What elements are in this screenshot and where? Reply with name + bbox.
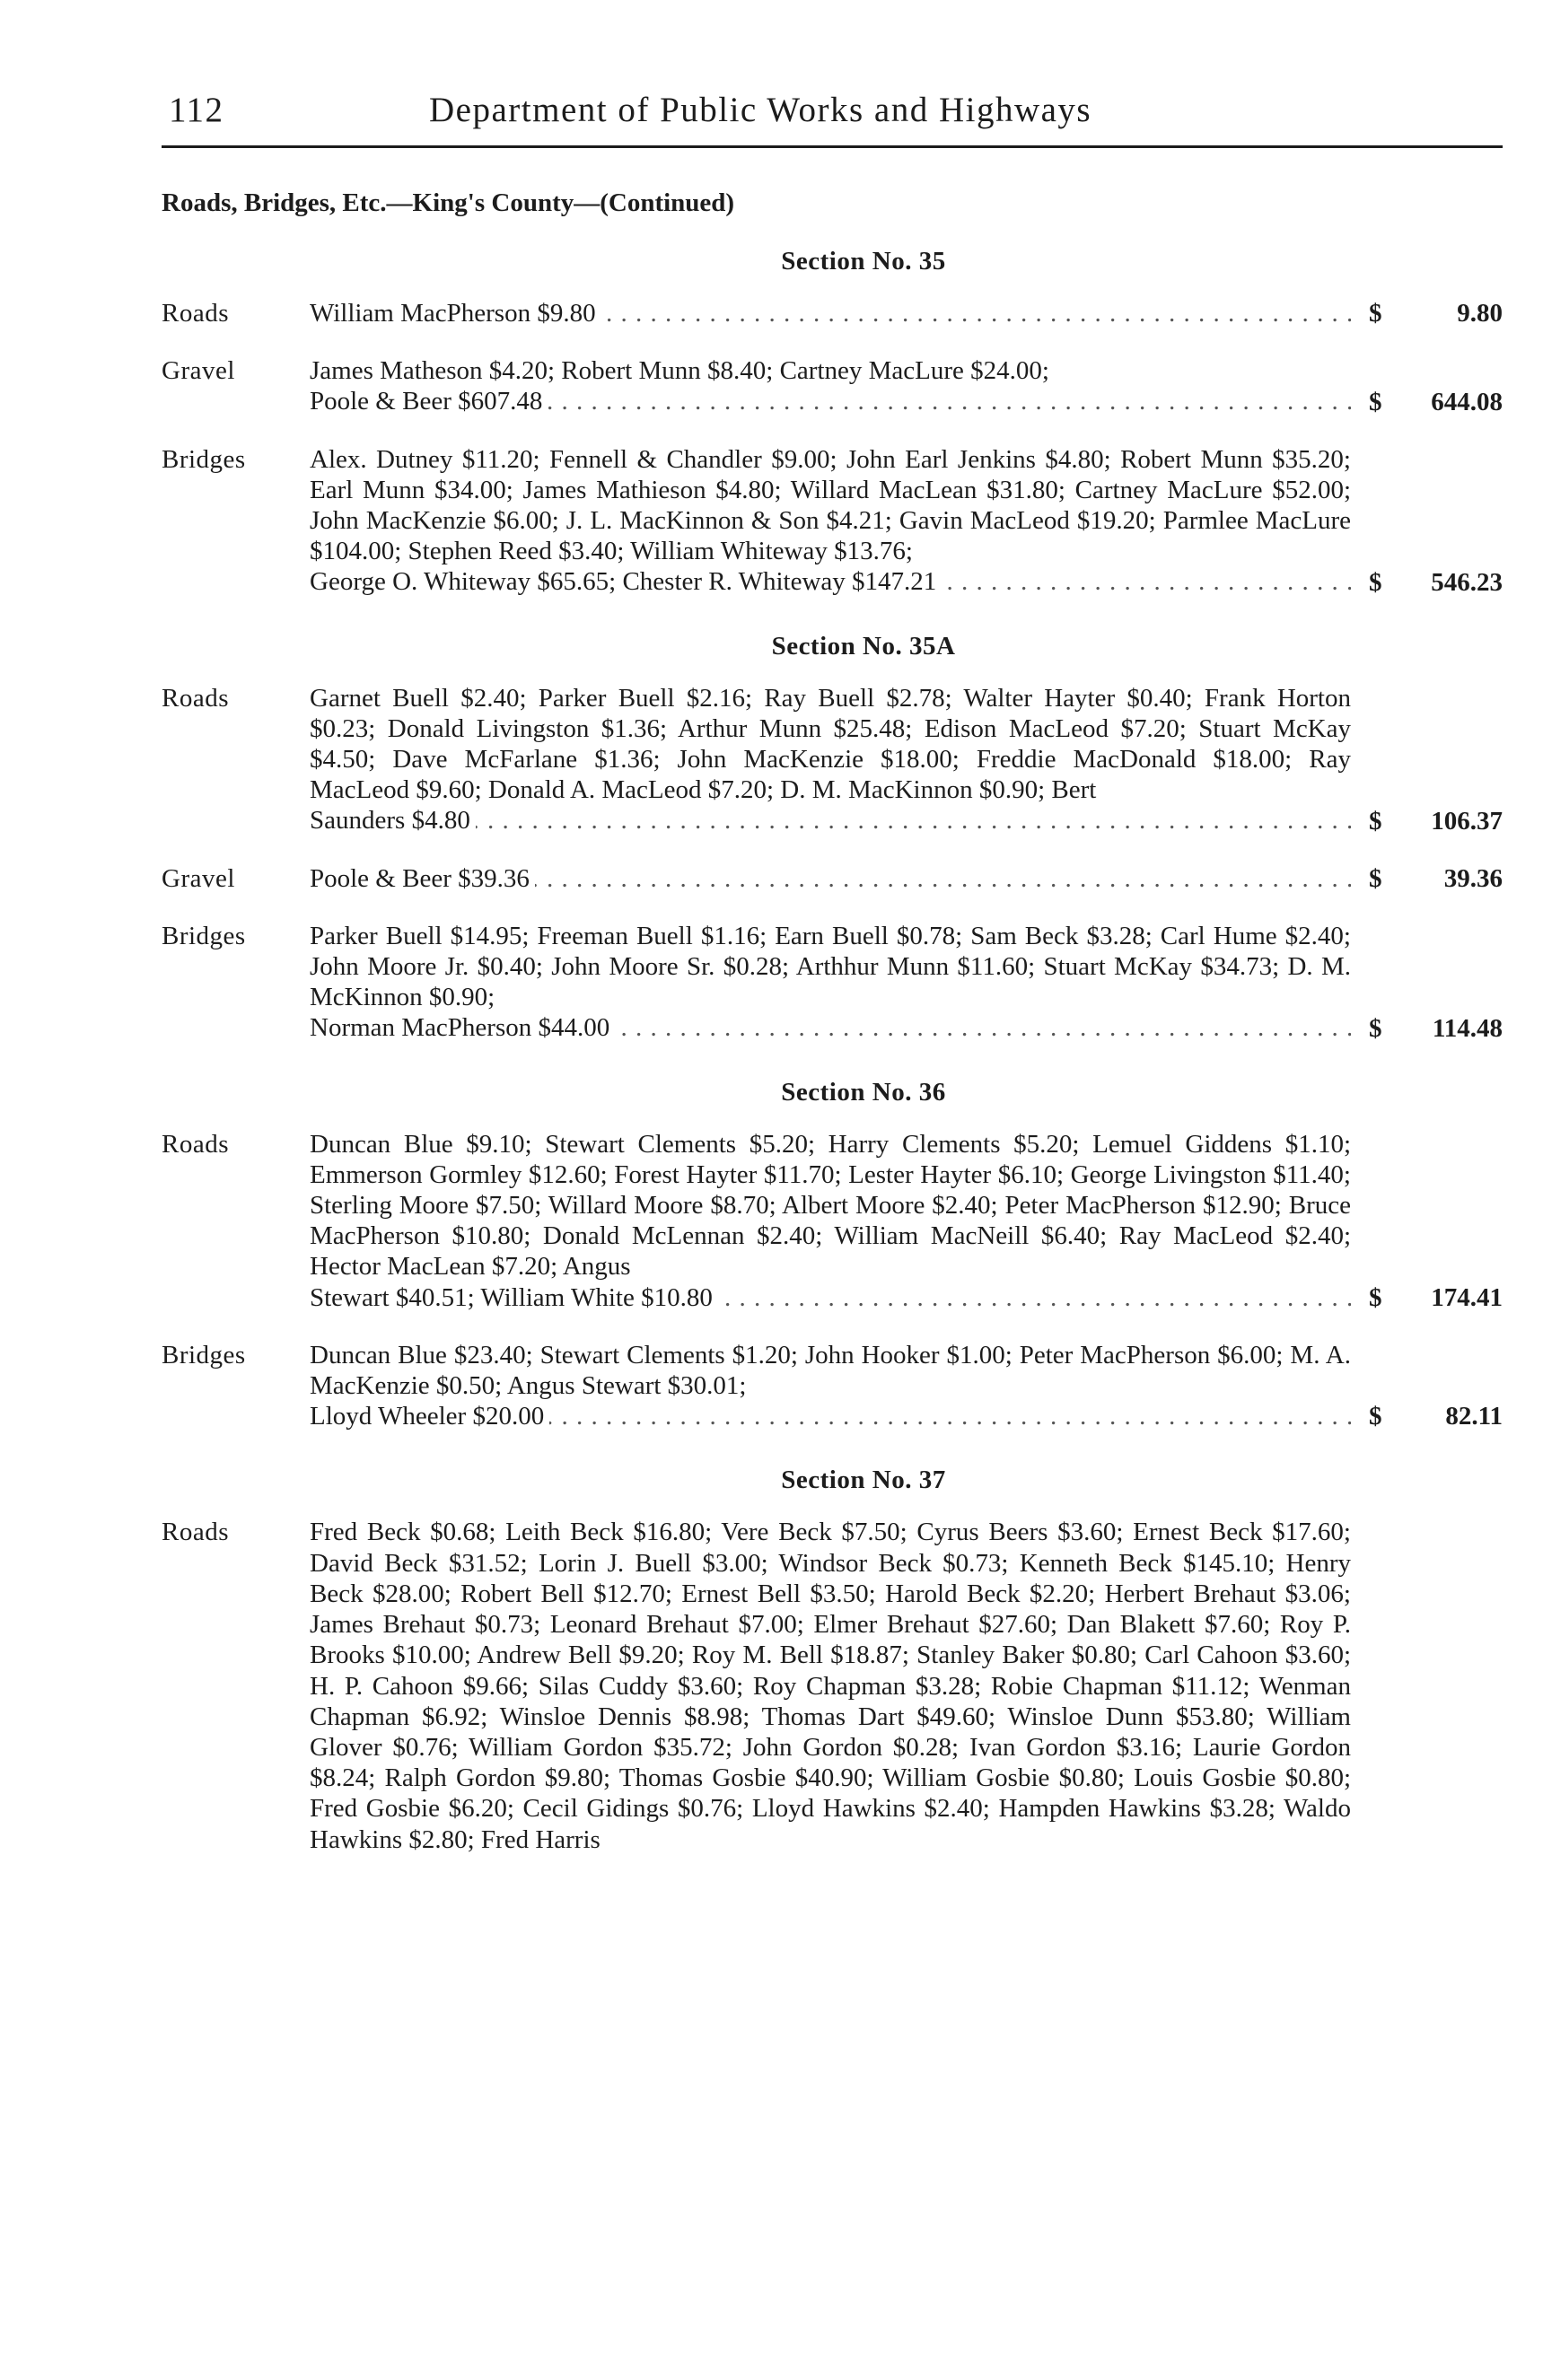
entry-names-lead: Garnet Buell $2.40; Parker Buell $2.16; Ray Buell $2.78; Walter Hayter $0.40; Frank Horton $0.23; Donald Livingston $1.36; Arthur Munn $25.48; Edison MacLeod $7.20; Stuart McKay $4.50; Dave McFarlane $1.36; John MacKenzie $18.00; Freddie MacDonald $18.00; Ray MacLeod $9.60; Donald A. MacLeod $7.20; D. M. MacKinnon $0.90; Bert [310, 683, 1351, 805]
entry-label: Roads [162, 299, 229, 328]
entry-names [310, 863, 1351, 894]
entry-names-lead: Alex. Dutney $11.20; Fennell & Chandler $9.00; John Earl Jenkins $4.80; Robert Munn $35.20; Earl Munn $34.00; James Mathieson $4.80; Willard MacLean $31.80; Cartney MacLure $52.00; John MacKenzie $6.00; J. L. MacKinnon & Son $4.21; Gavin MacLeod $19.20; Parmlee MacLure $104.00; Stephen Reed $3.40; William Whiteway $13.76; [310, 444, 1351, 566]
entry-names [310, 1517, 1351, 1854]
entry-row [162, 1517, 1503, 1854]
entry-row [162, 298, 1503, 328]
entry-names-last: George O. Whiteway $65.65; Chester R. Whiteway $147.21 [310, 567, 942, 596]
entry-names [310, 1129, 1351, 1313]
entry-names-last-line [310, 805, 1351, 836]
entry-amount [1351, 567, 1503, 598]
entry-names-last: Stewart $40.51; William White $10.80 [310, 1283, 718, 1312]
entry-row [162, 683, 1503, 836]
amount-value: 39.36 [1443, 863, 1503, 893]
entry-label: Roads [162, 1518, 229, 1547]
entry-label: Bridges [162, 444, 246, 474]
page-header [162, 90, 1503, 140]
table-subheading: Roads, Bridges, Etc.—King's County—(Continued) [162, 188, 735, 217]
entry-names [310, 298, 1351, 328]
entry-amount [1351, 387, 1503, 417]
amount-value: 82.11 [1445, 1402, 1503, 1431]
amount-value: 106.37 [1431, 806, 1503, 836]
currency-sign: $ [1369, 806, 1382, 836]
entry-label: Gravel [162, 356, 235, 386]
amount-value: 9.80 [1457, 299, 1503, 328]
entry-names-last: Poole & Beer $39.36 [310, 864, 535, 893]
entry-amount [1351, 298, 1503, 328]
section-title: Section No. 35 [781, 247, 946, 276]
currency-sign: $ [1369, 1282, 1382, 1312]
section-block [162, 1466, 1503, 1854]
entry-row [162, 1129, 1503, 1313]
entry-amount [1351, 1401, 1503, 1431]
sections-body [162, 247, 1503, 1889]
currency-sign: $ [1369, 567, 1382, 597]
currency-sign: $ [1369, 1402, 1382, 1431]
section-title: Section No. 35A [771, 631, 956, 661]
entry-row [162, 921, 1503, 1044]
entry-names-last: Poole & Beer $607.48 [310, 387, 548, 416]
entry-amount [1351, 863, 1503, 894]
header-rule [162, 145, 1503, 148]
entry-row [162, 1340, 1503, 1432]
currency-sign: $ [1369, 299, 1382, 328]
entry-names [310, 683, 1351, 836]
entry-names-last: William MacPherson $9.80 [310, 299, 601, 328]
entry-names-lead: Fred Beck $0.68; Leith Beck $16.80; Vere Beck $7.50; Cyrus Beers $3.60; Ernest Beck $17.60; David Beck $31.52; Lorin J. Buell $3.00; Windsor Beck $0.73; Kenneth Beck $145.10; Henry Beck $28.00; Robert Bell $12.70; Ernest Bell $3.50; Harold Beck $2.20; Herbert Brehaut $3.06; James Brehaut $0.73; Leonard Brehaut $7.00; Elmer Brehaut $27.60; Dan Blakett $7.60; Roy P. Brooks $10.00; Andrew Bell $9.20; Roy M. Bell $18.87; Stanley Baker $0.80; Carl Cahoon $3.60; H. P. Cahoon $9.66; Silas Cuddy $3.60; Roy Chapman $3.28; Robie Chapman $11.12; Wenman Chapman $6.92; Winsloe Dennis $8.98; Thomas Dart $49.60; Winsloe Dunn $53.80; William Glover $0.76; William Gordon $35.72; John Gordon $0.28; Ivan Gordon $3.16; Laurie Gordon $8.24; Ralph Gordon $9.80; Thomas Gosbie $40.90; William Gosbie $0.80; Louis Gosbie $0.80; Fred Gosbie $6.20; Cecil Gidings $0.76; Lloyd Hawkins $2.40; Hampden Hawkins $3.28; Waldo Hawkins $2.80; Fred Harris [310, 1518, 1351, 1854]
running-title: Department of Public Works and Highways [429, 91, 1092, 129]
entry-names-lead: Parker Buell $14.95; Freeman Buell $1.16; Earn Buell $0.78; Sam Beck $3.28; Carl Hume $2.40; John Moore Jr. $0.40; John Moore Sr. $0.28; Arthhur Munn $11.60; Stuart McKay $34.73; D. M. McKinnon $0.90; [310, 921, 1351, 1012]
entry-names-last-line [310, 1282, 1351, 1313]
entry-names-last: Saunders $4.80 [310, 806, 476, 835]
section-block [162, 247, 1503, 598]
entry-names-last-line [310, 1401, 1351, 1431]
document-page [162, 90, 1503, 1854]
entry-names [310, 1340, 1351, 1432]
amount-value: 546.23 [1431, 567, 1503, 597]
entry-names [310, 444, 1351, 598]
entry-label: Gravel [162, 863, 235, 893]
section-title: Section No. 37 [781, 1466, 946, 1495]
entry-row [162, 863, 1503, 894]
entry-names-last-line [310, 298, 1351, 328]
section-block [162, 632, 1503, 1044]
entry-names-lead: Duncan Blue $9.10; Stewart Clements $5.20; Harry Clements $5.20; Lemuel Giddens $1.10; Emmerson Gormley $12.60; Forest Hayter $11.70; Lester Hayter $6.10; George Livingston $11.40; Sterling Moore $7.50; Willard Moore $8.70; Albert Moore $2.40; Peter MacPherson $12.90; Bruce MacPherson $10.80; Donald McLennan $2.40; William MacNeill $6.40; Ray MacLeod $2.40; Hector MacLean $7.20; Angus [310, 1129, 1351, 1282]
entry-names-lead: James Matheson $4.20; Robert Munn $8.40; Cartney MacLure $24.00; [310, 356, 1049, 386]
entry-label: Bridges [162, 921, 246, 950]
entry-row [162, 355, 1503, 416]
entry-names-lead: Duncan Blue $23.40; Stewart Clements $1.20; John Hooker $1.00; Peter MacPherson $6.00; M. A. MacKenzie $0.50; Angus Stewart $30.01; [310, 1340, 1351, 1401]
entry-names-last-line [310, 566, 1351, 597]
entry-label: Roads [162, 1129, 229, 1159]
entry-names [310, 355, 1351, 416]
currency-sign: $ [1369, 1013, 1382, 1043]
entry-label: Roads [162, 683, 229, 713]
entry-names-last-line [310, 386, 1351, 416]
currency-sign: $ [1369, 387, 1382, 416]
amount-value: 174.41 [1431, 1282, 1503, 1312]
entry-names-last: Lloyd Wheeler $20.00 [310, 1402, 549, 1431]
amount-value: 114.48 [1432, 1013, 1503, 1043]
entry-label: Bridges [162, 1340, 246, 1369]
section-block [162, 1078, 1503, 1432]
entry-names [310, 921, 1351, 1044]
currency-sign: $ [1369, 863, 1382, 893]
entry-names-last-line [310, 863, 1351, 894]
page-number: 112 [169, 91, 224, 129]
entry-amount [1351, 1013, 1503, 1044]
entry-names-last: Norman MacPherson $44.00 [310, 1013, 615, 1042]
amount-value: 644.08 [1431, 387, 1503, 416]
entry-amount [1351, 1282, 1503, 1313]
entry-row [162, 444, 1503, 598]
section-title: Section No. 36 [781, 1077, 946, 1107]
entry-amount [1351, 806, 1503, 836]
entry-names-last-line [310, 1012, 1351, 1043]
